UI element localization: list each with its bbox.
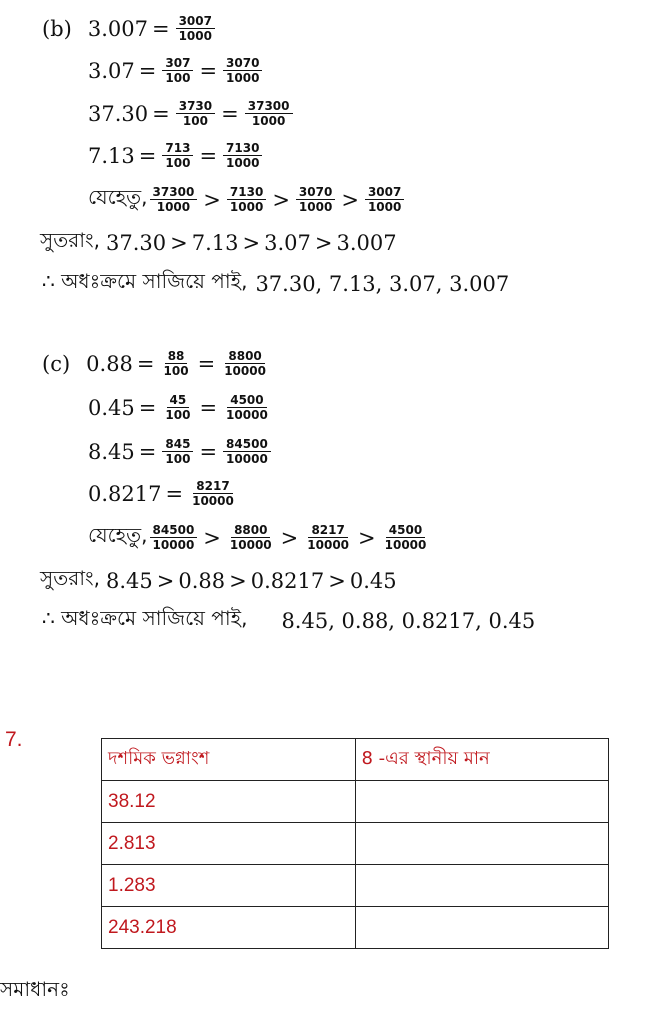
b-since-row: যেহেতু, $\frac{37300}{1000}$ > $\frac{7130}{1000}$ > $\frac{3070}{1000}$ > $\frac{3007}{1000}$ — [88, 183, 406, 216]
fraction: $\frac{37300}{1000}$ — [245, 99, 293, 128]
so-word: সুতরাং, — [40, 566, 100, 590]
result: 37.30, 7.13, 3.07, 3.007 — [255, 271, 510, 296]
table-row — [102, 907, 609, 949]
so-word: সুতরাং, — [40, 228, 100, 252]
fraction: $\frac{8800}{10000}$ — [229, 523, 272, 552]
solution-label: সমাধানঃ — [0, 977, 70, 1001]
fraction: $\frac{307}{100}$ — [162, 56, 193, 85]
fraction: $\frac{8800}{10000}$ — [224, 349, 266, 378]
b-lhs: 7.13 — [88, 143, 135, 168]
table-cell: 38.12 — [102, 781, 356, 823]
b-row-1: (b) 3.007 = $\frac{3007}{1000}$ — [42, 14, 217, 43]
fraction: $\frac{7130}{1000}$ — [227, 185, 266, 214]
fraction: $\frac{4500}{10000}$ — [384, 523, 427, 552]
since-word: যেহেতু, — [88, 523, 148, 547]
c-row-2: 0.45 = $\frac{45}{100}$ = $\frac{4500}{10000}$ — [88, 393, 273, 422]
fraction: $\frac{8217}{10000}$ — [307, 523, 350, 552]
table-row — [102, 781, 609, 823]
fraction: $\frac{3007}{1000}$ — [176, 14, 215, 43]
header-place-value: 8 -এর স্থানীয় মান — [355, 739, 609, 781]
fraction: $\frac{84500}{10000}$ — [223, 437, 271, 466]
c-row-4: 0.8217 = $\frac{8217}{10000}$ — [88, 479, 239, 508]
b-label: (b) — [42, 16, 72, 41]
b-lhs: 3.007 — [87, 16, 148, 41]
table-cell: 2.813 — [102, 823, 356, 865]
table-cell: 1.283 — [102, 865, 356, 907]
table-row — [102, 823, 609, 865]
since-word: যেহেতু, — [88, 185, 148, 209]
c-so-row: সুতরাং, 8.45 > 0.88 > 0.8217 > 0.45 — [40, 564, 397, 597]
fraction: $\frac{3007}{1000}$ — [365, 185, 404, 214]
table-cell — [355, 781, 609, 823]
c-row-3: 8.45 = $\frac{845}{100}$ = $\frac{84500}{10000}$ — [88, 437, 273, 466]
fraction: $\frac{3070}{1000}$ — [223, 56, 262, 85]
c-lhs: 0.8217 — [88, 481, 162, 506]
c-therefore-row — [42, 604, 535, 637]
table-header-row — [102, 739, 609, 781]
fraction: $\frac{8217}{10000}$ — [192, 479, 234, 508]
place-value-table — [101, 738, 609, 949]
fraction: $\frac{88}{100}$ — [163, 349, 189, 378]
fraction: $\frac{3730}{100}$ — [176, 99, 215, 128]
question-number: 7. — [5, 728, 23, 751]
b-so-row: সুতরাং, 37.30 > 7.13 > 3.07 > 3.007 — [40, 226, 397, 259]
fraction: $\frac{84500}{10000}$ — [150, 523, 198, 552]
table-row — [102, 865, 609, 907]
b-row-3: 37.30 = $\frac{3730}{100}$ = $\frac{37300}{1000}$ — [88, 99, 295, 128]
fraction: $\frac{3070}{1000}$ — [296, 185, 335, 214]
fraction: $\frac{7130}{1000}$ — [223, 141, 262, 170]
c-label: (c) — [42, 351, 71, 376]
table-cell — [355, 907, 609, 949]
fraction: $\frac{713}{100}$ — [162, 141, 193, 170]
fraction: $\frac{4500}{10000}$ — [226, 393, 268, 422]
c-row-1: (c) 0.88 = $\frac{88}{100}$ = $\frac{8800}{10000}$ — [42, 349, 271, 378]
result: 8.45, 0.88, 0.8217, 0.45 — [281, 608, 536, 633]
header-decimal-fraction: দশমিক ভগ্নাংশ — [102, 739, 356, 781]
c-lhs: 0.88 — [86, 351, 133, 376]
c-lhs: 0.45 — [88, 395, 135, 420]
fraction: $\frac{845}{100}$ — [162, 437, 193, 466]
table-cell — [355, 865, 609, 907]
therefore-text: ∴ অধঃক্রমে সাজিয়ে পাই, — [42, 269, 248, 293]
b-row-2: 3.07 = $\frac{307}{100}$ = $\frac{3070}{1000}$ — [88, 56, 264, 85]
table-cell — [355, 823, 609, 865]
b-lhs: 37.30 — [88, 101, 149, 126]
b-row-4: 7.13 = $\frac{713}{100}$ = $\frac{7130}{1000}$ — [88, 141, 264, 170]
b-lhs: 3.07 — [88, 58, 135, 83]
c-lhs: 8.45 — [88, 439, 135, 464]
fraction: $\frac{45}{100}$ — [165, 393, 191, 422]
table-cell: 243.218 — [102, 907, 356, 949]
fraction: $\frac{37300}{1000}$ — [150, 185, 198, 214]
c-since-row: যেহেতু, $\frac{84500}{10000}$ > $\frac{8800}{10000}$ > $\frac{8217}{10000}$ > $\frac{4500}{10000}$ — [88, 521, 431, 554]
b-therefore-row — [42, 267, 509, 300]
therefore-text: ∴ অধঃক্রমে সাজিয়ে পাই, — [42, 606, 248, 630]
